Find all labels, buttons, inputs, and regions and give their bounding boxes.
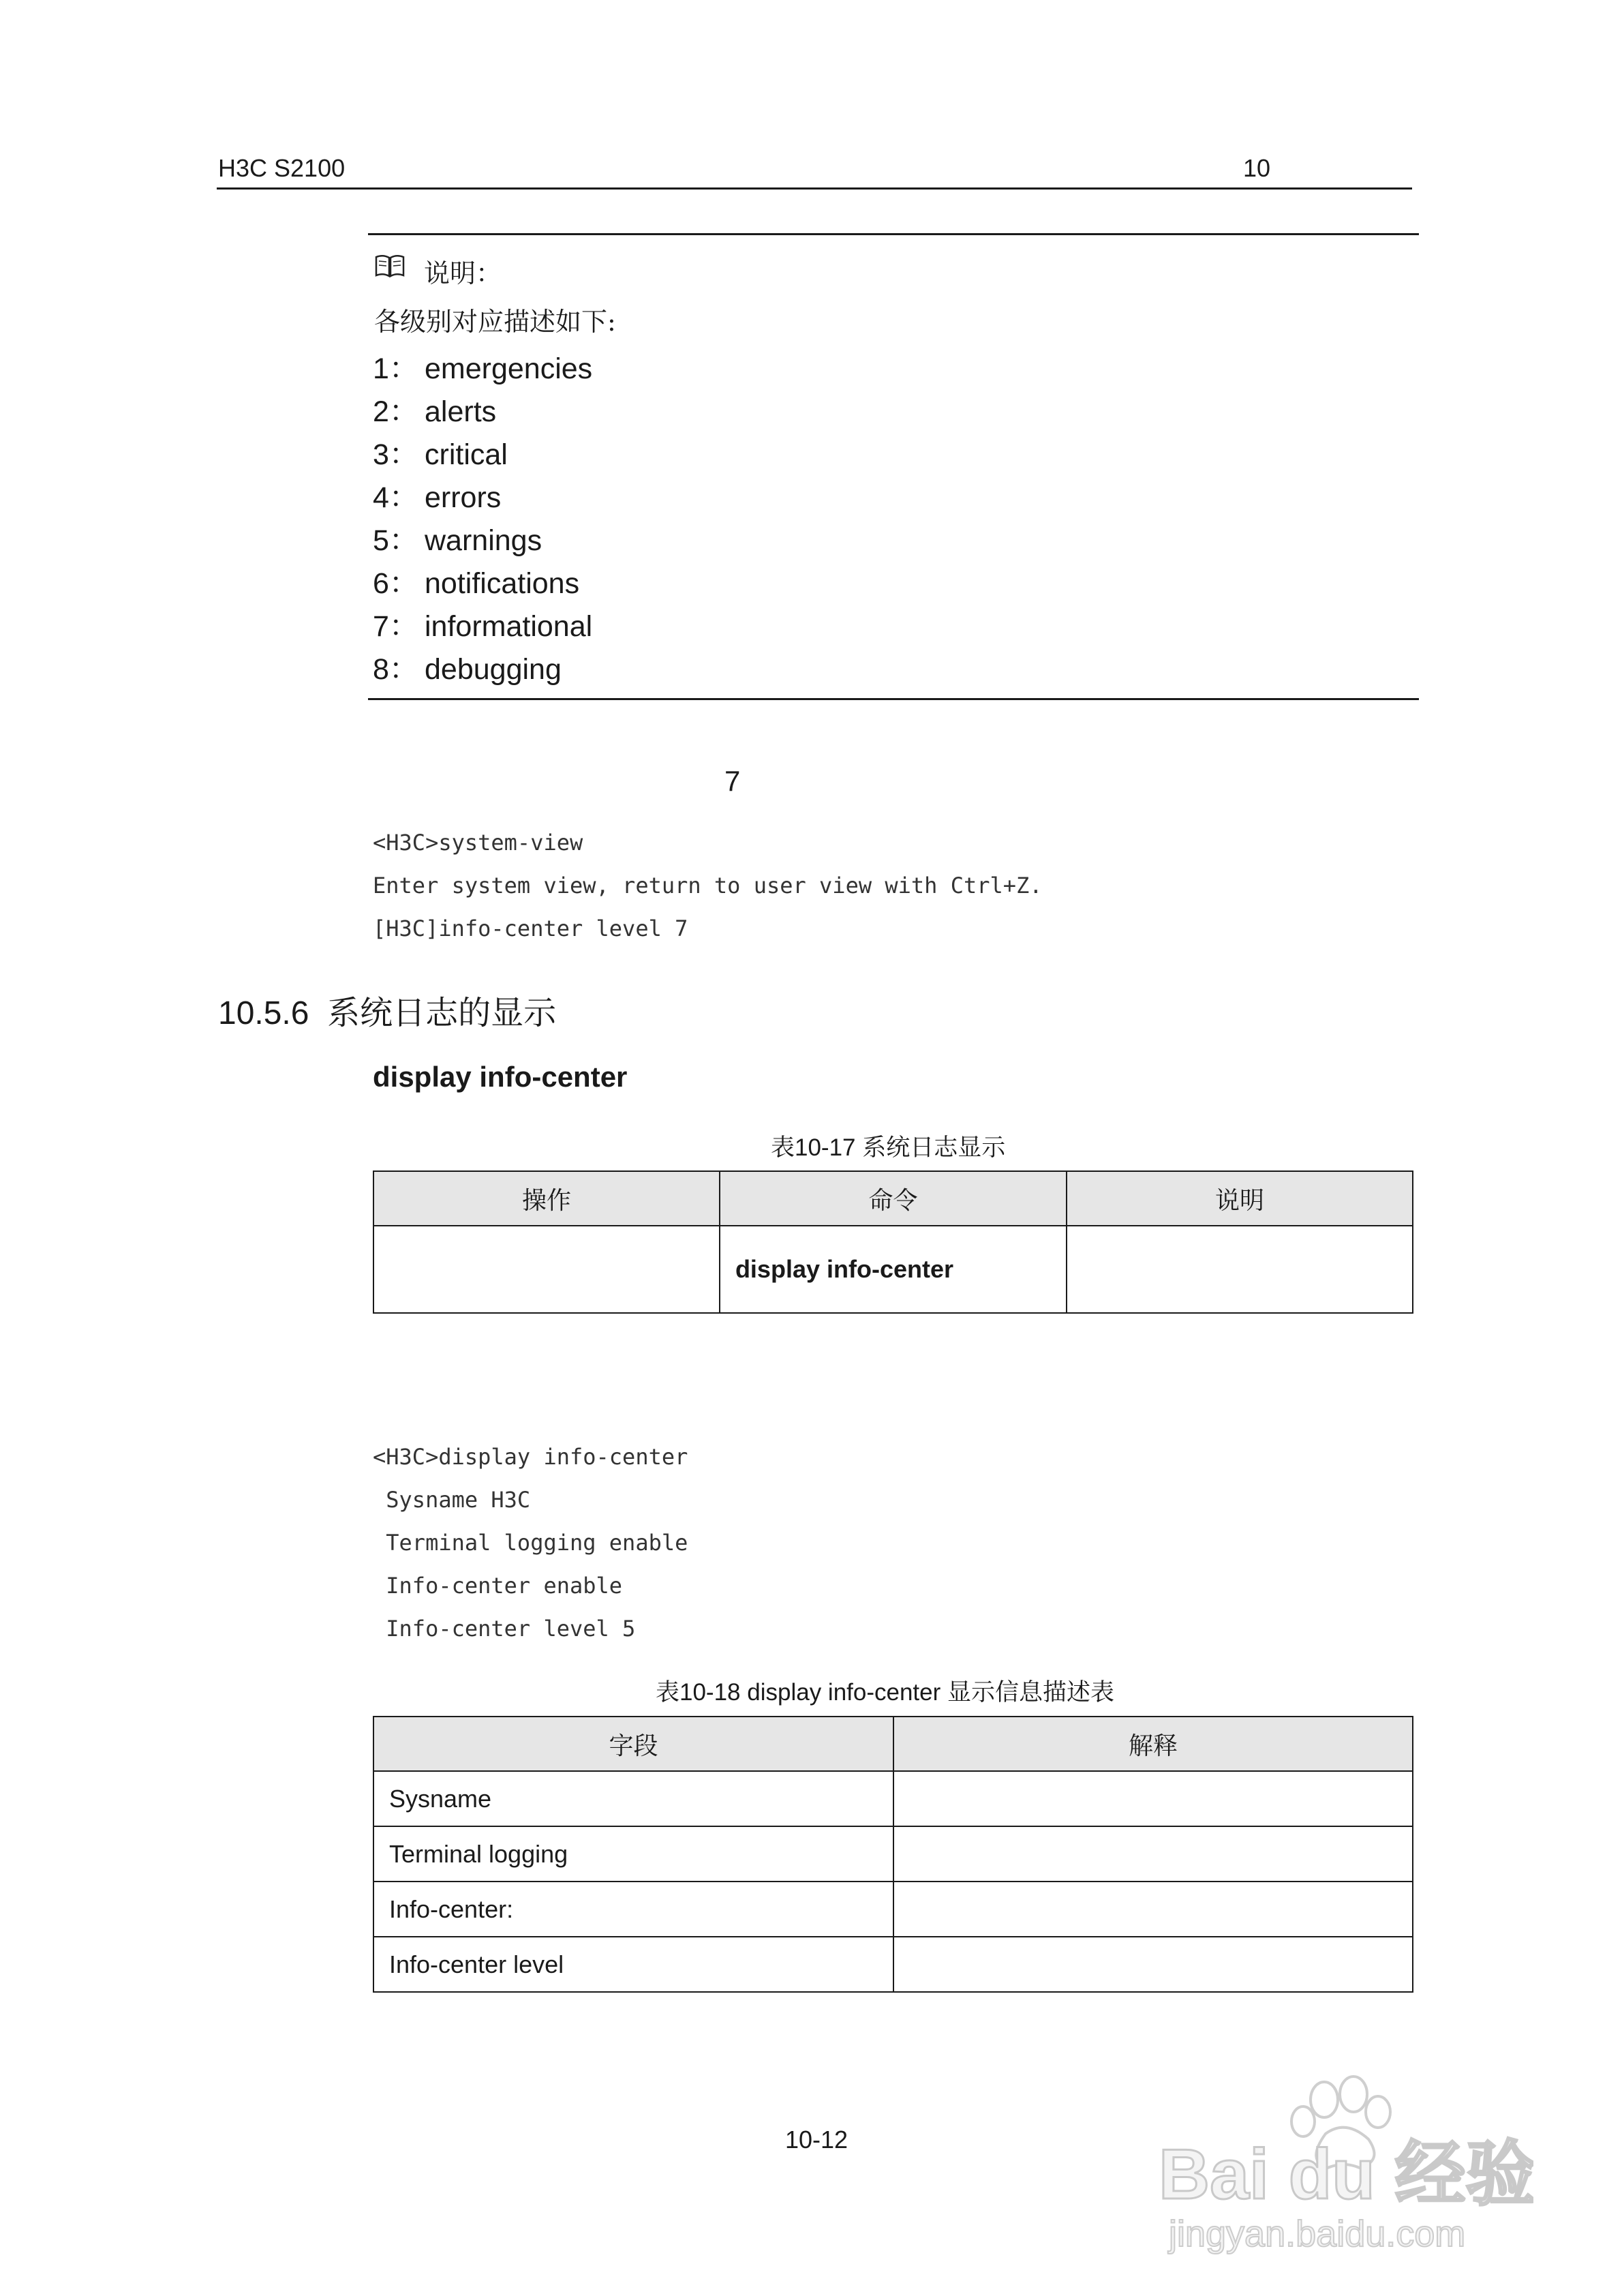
level-item: 7： informational — [373, 610, 593, 643]
table-header: 说明 — [1067, 1171, 1413, 1226]
code-line: <H3C>system-view — [373, 830, 583, 856]
code-line: <H3C>display info-center — [373, 1444, 688, 1470]
section-number: 10.5.6 — [218, 995, 309, 1031]
note-intro: 各级别对应描述如下: — [374, 307, 616, 337]
table-row — [373, 1882, 1413, 1937]
code-line: [H3C]info-center level 7 — [373, 916, 688, 941]
command-heading: display info-center — [373, 1061, 628, 1093]
table-cell — [893, 1826, 1413, 1882]
code-line: Enter system view, return to user view with Ctrl+Z. — [373, 873, 1043, 898]
table-cell: Info-center level — [373, 1937, 893, 1992]
table-cell: Sysname — [373, 1771, 893, 1826]
table-cell: Info-center: — [373, 1882, 893, 1937]
table-row — [373, 1226, 1413, 1313]
table2-caption: 表10-18 display info-center 显示信息描述表 — [656, 1679, 1114, 1706]
level-item: 6： notifications — [373, 567, 580, 600]
table-header: 字段 — [373, 1717, 893, 1771]
table-header: 命令 — [720, 1171, 1067, 1226]
note-bottom-rule — [368, 698, 1419, 700]
table-row — [373, 1771, 1413, 1826]
table-cell — [893, 1882, 1413, 1937]
table-header: 操作 — [373, 1171, 720, 1226]
level-item: 1： emergencies — [373, 352, 593, 385]
table-row — [373, 1937, 1413, 1992]
code-line: Info-center level 5 — [373, 1616, 636, 1642]
level-item: 5： warnings — [373, 524, 542, 557]
section-title: 系统日志的显示 — [327, 995, 557, 1031]
table-cell — [893, 1771, 1413, 1826]
page-number: 10-12 — [785, 2126, 848, 2154]
table-display-info-center-fields — [373, 1716, 1413, 1993]
table-cell — [893, 1937, 1413, 1992]
header-rule — [217, 187, 1412, 190]
table-cell — [1067, 1226, 1413, 1313]
svg-text:jingyan.baidu.com: jingyan.baidu.com — [1169, 2214, 1466, 2254]
table-cell: Terminal logging — [373, 1826, 893, 1882]
code-line: Info-center enable — [373, 1573, 623, 1599]
example-number: 7 — [724, 765, 741, 797]
code-line: Terminal logging enable — [373, 1530, 688, 1556]
level-item: 2： alerts — [373, 395, 497, 428]
level-item: 4： errors — [373, 481, 502, 514]
level-item: 3： critical — [373, 438, 508, 471]
table1-caption: 表10-17 系统日志显示 — [771, 1134, 1006, 1161]
code-line: Sysname H3C — [373, 1487, 531, 1513]
section-heading — [218, 986, 556, 1033]
table-row — [373, 1826, 1413, 1882]
table-cell: display info-center — [720, 1226, 1067, 1313]
table-cell — [373, 1226, 720, 1313]
note-title: 说明： — [424, 258, 502, 288]
level-item: 8： debugging — [373, 653, 562, 686]
book-icon — [374, 253, 406, 279]
header-title: H3C S2100 — [218, 154, 346, 182]
note-top-rule — [368, 233, 1419, 235]
svg-text:Bai du 经验: Bai du 经验 — [1159, 2135, 1533, 2214]
table-header: 解释 — [893, 1717, 1413, 1771]
baidu-watermark — [1152, 2052, 1533, 2256]
header-chapter: 10 — [1243, 154, 1271, 182]
table-system-log-display — [373, 1170, 1413, 1314]
